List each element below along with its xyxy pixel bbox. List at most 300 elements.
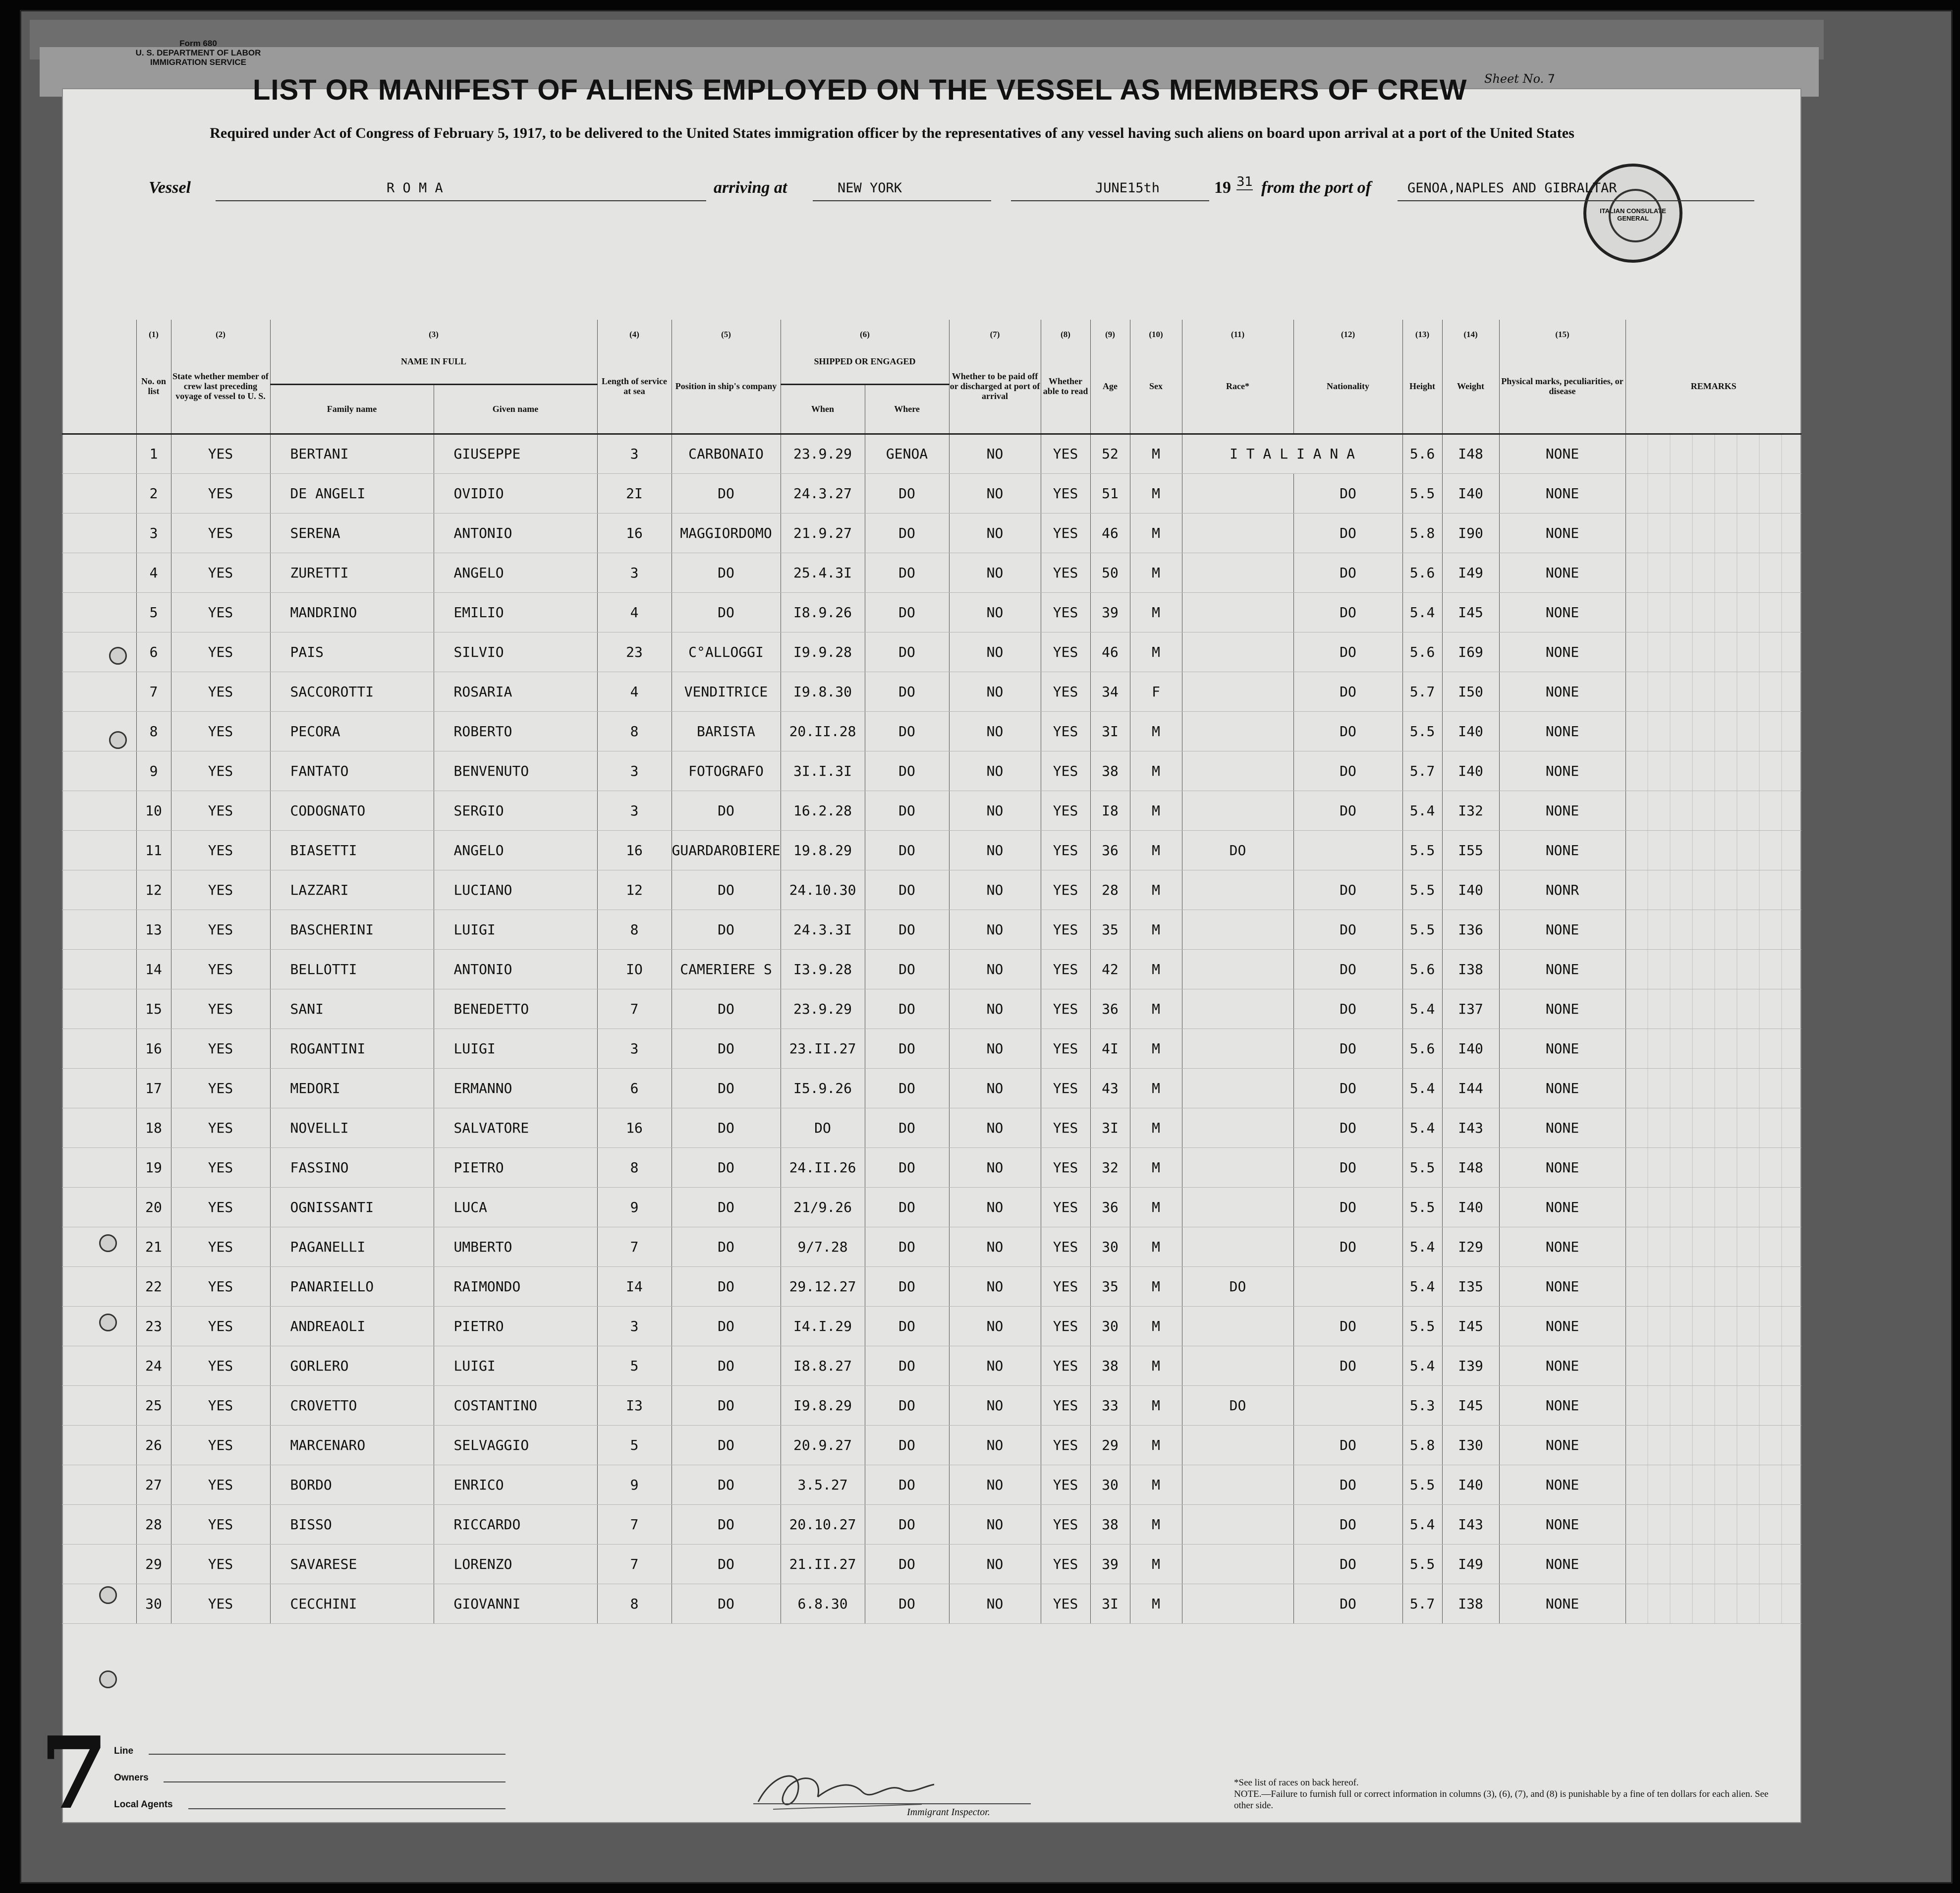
- cell-family: BERTANI: [270, 434, 434, 473]
- cell-race: [1182, 791, 1293, 830]
- cell-no: 5: [136, 592, 171, 632]
- cell-read: YES: [1041, 553, 1090, 592]
- local-agents-label: Local Agents: [114, 1799, 173, 1810]
- cell-when: 6.8.30: [781, 1584, 865, 1623]
- margin-cell: [62, 870, 136, 910]
- table-row: [62, 1544, 1801, 1584]
- margin-cell: [62, 1068, 136, 1108]
- cell-height: 5.4: [1402, 1266, 1442, 1306]
- table-row: [62, 830, 1801, 870]
- cell-where: DO: [865, 711, 949, 751]
- cell-nationality: DO: [1293, 1029, 1402, 1068]
- cell-service: 7: [597, 1227, 672, 1266]
- table-row: [62, 592, 1801, 632]
- cell-prev: YES: [171, 1544, 270, 1584]
- margin-cell: [62, 1544, 136, 1584]
- cell-no: 23: [136, 1306, 171, 1346]
- margin-cell: [62, 1029, 136, 1068]
- cell-prev: YES: [171, 751, 270, 791]
- margin-cell: [62, 791, 136, 830]
- cell-read: YES: [1041, 1346, 1090, 1385]
- cell-nationality: DO: [1293, 592, 1402, 632]
- col-num-12: (12): [1293, 320, 1402, 340]
- cell-family: GORLERO: [270, 1346, 434, 1385]
- cell-family: MARCENARO: [270, 1425, 434, 1465]
- cell-race: [1182, 870, 1293, 910]
- cell-weight: I55: [1442, 830, 1499, 870]
- cell-weight: I38: [1442, 949, 1499, 989]
- remarks-cell: [1625, 830, 1801, 870]
- cell-weight: I43: [1442, 1504, 1499, 1544]
- cell-family: PAGANELLI: [270, 1227, 434, 1266]
- cell-race: DO: [1182, 1266, 1293, 1306]
- cell-given: COSTANTINO: [434, 1385, 597, 1425]
- cell-read: YES: [1041, 1068, 1090, 1108]
- cell-paid: NO: [949, 1187, 1041, 1227]
- inspector-underline: [753, 1794, 1031, 1804]
- cell-marks: NONR: [1499, 870, 1625, 910]
- cell-sex: M: [1130, 791, 1182, 830]
- cell-height: 5.5: [1402, 1544, 1442, 1584]
- cell-position: DO: [672, 791, 781, 830]
- cell-paid: NO: [949, 1584, 1041, 1623]
- cell-family: MEDORI: [270, 1068, 434, 1108]
- col-num-10: (10): [1130, 320, 1182, 340]
- cell-age: 39: [1090, 592, 1130, 632]
- cell-position: DO: [672, 1385, 781, 1425]
- cell-prev: YES: [171, 1227, 270, 1266]
- cell-service: IO: [597, 949, 672, 989]
- cell-nationality: DO: [1293, 1425, 1402, 1465]
- sheet-label: Sheet No.: [1484, 72, 1544, 86]
- margin-cell: [62, 1306, 136, 1346]
- cell-marks: NONE: [1499, 751, 1625, 791]
- remarks-cell: [1625, 473, 1801, 513]
- cell-where: DO: [865, 672, 949, 711]
- sheet-value: 7: [1547, 72, 1556, 86]
- table-row: [62, 1068, 1801, 1108]
- cell-read: YES: [1041, 1266, 1090, 1306]
- header-given-name: Given name: [434, 384, 597, 434]
- cell-marks: NONE: [1499, 473, 1625, 513]
- cell-service: 12: [597, 870, 672, 910]
- remarks-cell: [1625, 1584, 1801, 1623]
- cell-nationality: DO: [1293, 1108, 1402, 1147]
- cell-paid: NO: [949, 751, 1041, 791]
- cell-weight: I49: [1442, 1544, 1499, 1584]
- cell-when: 24.3.3I: [781, 910, 865, 949]
- cell-race: [1182, 513, 1293, 553]
- cell-read: YES: [1041, 949, 1090, 989]
- punch-hole-icon: [99, 1314, 117, 1331]
- cell-service: 3: [597, 1306, 672, 1346]
- cell-race: [1182, 1147, 1293, 1187]
- remarks-cell: [1625, 1346, 1801, 1385]
- remarks-cell: [1625, 592, 1801, 632]
- cell-height: 5.6: [1402, 1029, 1442, 1068]
- margin-cell: [62, 1425, 136, 1465]
- cell-given: RAIMONDO: [434, 1266, 597, 1306]
- cell-height: 5.6: [1402, 949, 1442, 989]
- cell-paid: NO: [949, 1346, 1041, 1385]
- cell-sex: M: [1130, 1227, 1182, 1266]
- cell-service: 7: [597, 1544, 672, 1584]
- cell-no: 4: [136, 553, 171, 592]
- cell-marks: NONE: [1499, 1385, 1625, 1425]
- cell-read: YES: [1041, 1029, 1090, 1068]
- cell-prev: YES: [171, 553, 270, 592]
- cell-nationality: DO: [1293, 751, 1402, 791]
- cell-nationality: DO: [1293, 989, 1402, 1029]
- cell-weight: I35: [1442, 1266, 1499, 1306]
- margin-cell: [62, 830, 136, 870]
- cell-age: 51: [1090, 473, 1130, 513]
- cell-race: [1182, 1504, 1293, 1544]
- cell-given: LUIGI: [434, 1029, 597, 1068]
- cell-age: 34: [1090, 672, 1130, 711]
- table-row: [62, 1385, 1801, 1425]
- cell-position: DO: [672, 870, 781, 910]
- cell-where: DO: [865, 1108, 949, 1147]
- remarks-cell: [1625, 1147, 1801, 1187]
- cell-race: [1182, 1584, 1293, 1623]
- table-row: [62, 711, 1801, 751]
- cell-service: 3: [597, 791, 672, 830]
- cell-no: 25: [136, 1385, 171, 1425]
- margin-cell: [62, 473, 136, 513]
- cell-race: [1182, 1544, 1293, 1584]
- cell-height: 5.4: [1402, 1504, 1442, 1544]
- margin-cell: [62, 949, 136, 989]
- cell-weight: I45: [1442, 1306, 1499, 1346]
- cell-age: 29: [1090, 1425, 1130, 1465]
- col-num-13: (13): [1402, 320, 1442, 340]
- margin-cell: [62, 513, 136, 553]
- cell-where: DO: [865, 989, 949, 1029]
- margin-cell: [62, 553, 136, 592]
- margin-cell: [62, 1147, 136, 1187]
- cell-position: DO: [672, 1108, 781, 1147]
- cell-paid: NO: [949, 553, 1041, 592]
- cell-weight: I69: [1442, 632, 1499, 672]
- cell-when: I5.9.26: [781, 1068, 865, 1108]
- header-family-name: Family name: [270, 384, 434, 434]
- cell-marks: NONE: [1499, 949, 1625, 989]
- cell-family: MANDRINO: [270, 592, 434, 632]
- cell-given: SILVIO: [434, 632, 597, 672]
- cell-where: DO: [865, 1544, 949, 1584]
- cell-no: 13: [136, 910, 171, 949]
- cell-nationality: DO: [1293, 672, 1402, 711]
- cell-sex: M: [1130, 711, 1182, 751]
- cell-height: 5.5: [1402, 830, 1442, 870]
- cell-prev: YES: [171, 1187, 270, 1227]
- table-row: [62, 1108, 1801, 1147]
- cell-prev: YES: [171, 910, 270, 949]
- cell-marks: NONE: [1499, 711, 1625, 751]
- cell-height: 5.4: [1402, 791, 1442, 830]
- cell-when: 29.12.27: [781, 1266, 865, 1306]
- cell-race: [1182, 1029, 1293, 1068]
- cell-no: 30: [136, 1584, 171, 1623]
- cell-prev: YES: [171, 672, 270, 711]
- cell-when: 24.3.27: [781, 473, 865, 513]
- cell-height: 5.7: [1402, 751, 1442, 791]
- cell-family: DE ANGELI: [270, 473, 434, 513]
- footnote: [1234, 1777, 1789, 1811]
- remarks-cell: [1625, 672, 1801, 711]
- margin-cell: [62, 1346, 136, 1385]
- cell-family: SAVARESE: [270, 1544, 434, 1584]
- cell-position: DO: [672, 1425, 781, 1465]
- form-number: Form 680: [179, 39, 217, 48]
- cell-position: DO: [672, 1147, 781, 1187]
- cell-nationality: DO: [1293, 632, 1402, 672]
- cell-height: 5.4: [1402, 1108, 1442, 1147]
- cell-family: OGNISSANTI: [270, 1187, 434, 1227]
- cell-age: 30: [1090, 1465, 1130, 1504]
- cell-service: I3: [597, 1385, 672, 1425]
- cell-weight: I40: [1442, 870, 1499, 910]
- cell-weight: I48: [1442, 1147, 1499, 1187]
- cell-read: YES: [1041, 672, 1090, 711]
- cell-sex: M: [1130, 1385, 1182, 1425]
- cell-read: YES: [1041, 1385, 1090, 1425]
- cell-given: LUCA: [434, 1187, 597, 1227]
- cell-service: 3: [597, 434, 672, 473]
- table-row: [62, 473, 1801, 513]
- cell-weight: I45: [1442, 1385, 1499, 1425]
- remarks-cell: [1625, 1227, 1801, 1266]
- cell-no: 6: [136, 632, 171, 672]
- cell-no: 21: [136, 1227, 171, 1266]
- cell-height: 5.6: [1402, 553, 1442, 592]
- table-row: [62, 1227, 1801, 1266]
- cell-sex: M: [1130, 1584, 1182, 1623]
- cell-race: DO: [1182, 830, 1293, 870]
- cell-position: DO: [672, 989, 781, 1029]
- cell-where: DO: [865, 910, 949, 949]
- cell-prev: YES: [171, 949, 270, 989]
- cell-paid: NO: [949, 791, 1041, 830]
- cell-when: 23.9.29: [781, 434, 865, 473]
- page-subtitle: Required under Act of Congress of February 5, 1917, to be delivered to the United States immigration officer by the representatives of any vessel having such aliens on board upon arrival at a port of the United States: [210, 125, 1574, 141]
- cell-prev: YES: [171, 632, 270, 672]
- cell-family: PAIS: [270, 632, 434, 672]
- cell-family: SERENA: [270, 513, 434, 553]
- cell-marks: NONE: [1499, 1147, 1625, 1187]
- cell-paid: NO: [949, 1147, 1041, 1187]
- cell-prev: YES: [171, 1465, 270, 1504]
- cell-weight: I40: [1442, 1465, 1499, 1504]
- table-row: [62, 751, 1801, 791]
- cell-no: 17: [136, 1068, 171, 1108]
- cell-service: I4: [597, 1266, 672, 1306]
- cell-read: YES: [1041, 870, 1090, 910]
- cell-nationality: DO: [1293, 1465, 1402, 1504]
- cell-read: YES: [1041, 1227, 1090, 1266]
- cell-nationality: [1293, 1385, 1402, 1425]
- cell-when: 24.II.26: [781, 1147, 865, 1187]
- cell-prev: YES: [171, 592, 270, 632]
- cell-position: DO: [672, 1227, 781, 1266]
- cell-read: YES: [1041, 434, 1090, 473]
- cell-family: FANTATO: [270, 751, 434, 791]
- cell-age: 46: [1090, 632, 1130, 672]
- cell-no: 24: [136, 1346, 171, 1385]
- cell-family: BIASETTI: [270, 830, 434, 870]
- remarks-cell: [1625, 1385, 1801, 1425]
- cell-sex: M: [1130, 1187, 1182, 1227]
- cell-position: DO: [672, 553, 781, 592]
- cell-marks: NONE: [1499, 1584, 1625, 1623]
- cell-service: 8: [597, 910, 672, 949]
- cell-no: 11: [136, 830, 171, 870]
- col-num-11: (11): [1182, 320, 1293, 340]
- footnote-races: *See list of races on back hereof.: [1234, 1778, 1359, 1788]
- cell-age: 30: [1090, 1306, 1130, 1346]
- cell-height: 5.8: [1402, 513, 1442, 553]
- header-position: Position in ship's company: [672, 340, 781, 434]
- cell-read: YES: [1041, 1425, 1090, 1465]
- cell-age: 36: [1090, 830, 1130, 870]
- cell-marks: NONE: [1499, 1465, 1625, 1504]
- cell-where: DO: [865, 1266, 949, 1306]
- cell-when: 3.5.27: [781, 1465, 865, 1504]
- cell-paid: NO: [949, 1306, 1041, 1346]
- cell-nationality: DO: [1293, 870, 1402, 910]
- cell-no: 7: [136, 672, 171, 711]
- cell-family: ROGANTINI: [270, 1029, 434, 1068]
- cell-prev: YES: [171, 513, 270, 553]
- margin-cell: [62, 1227, 136, 1266]
- margin-cell: [62, 910, 136, 949]
- cell-nationality: DO: [1293, 711, 1402, 751]
- cell-height: 5.4: [1402, 1346, 1442, 1385]
- cell-sex: M: [1130, 870, 1182, 910]
- header-when: When: [781, 384, 865, 434]
- cell-race: [1182, 1108, 1293, 1147]
- cell-when: 21.9.27: [781, 513, 865, 553]
- cell-where: DO: [865, 1187, 949, 1227]
- cell-read: YES: [1041, 751, 1090, 791]
- cell-marks: NONE: [1499, 672, 1625, 711]
- cell-service: 5: [597, 1346, 672, 1385]
- cell-where: DO: [865, 592, 949, 632]
- cell-paid: NO: [949, 592, 1041, 632]
- cell-height: 5.5: [1402, 910, 1442, 949]
- cell-no: 16: [136, 1029, 171, 1068]
- cell-family: PECORA: [270, 711, 434, 751]
- table-row: [62, 949, 1801, 989]
- cell-nationality: DO: [1293, 1504, 1402, 1544]
- cell-sex: M: [1130, 1465, 1182, 1504]
- cell-service: 4: [597, 592, 672, 632]
- cell-weight: I39: [1442, 1346, 1499, 1385]
- remarks-cell: [1625, 1306, 1801, 1346]
- cell-sex: M: [1130, 1029, 1182, 1068]
- cell-where: DO: [865, 949, 949, 989]
- cell-sex: M: [1130, 1108, 1182, 1147]
- header-member-prev: State whether member of crew last preceding voyage of vessel to U. S.: [171, 340, 270, 434]
- cell-age: 36: [1090, 1187, 1130, 1227]
- cell-given: ANTONIO: [434, 949, 597, 989]
- cell-where: DO: [865, 1227, 949, 1266]
- header-able-read: Whether able to read: [1041, 340, 1090, 434]
- cell-marks: NONE: [1499, 553, 1625, 592]
- cell-marks: NONE: [1499, 513, 1625, 553]
- cell-paid: NO: [949, 1029, 1041, 1068]
- from-port-label: from the port of: [1261, 178, 1371, 197]
- cell-service: 5: [597, 1425, 672, 1465]
- cell-weight: I45: [1442, 592, 1499, 632]
- cell-age: 42: [1090, 949, 1130, 989]
- remarks-cell: [1625, 1544, 1801, 1584]
- cell-service: 16: [597, 1108, 672, 1147]
- cell-where: DO: [865, 791, 949, 830]
- cell-service: 8: [597, 1584, 672, 1623]
- cell-marks: NONE: [1499, 830, 1625, 870]
- cell-no: 27: [136, 1465, 171, 1504]
- table-row: [62, 1306, 1801, 1346]
- cell-read: YES: [1041, 473, 1090, 513]
- cell-family: ANDREAOLI: [270, 1306, 434, 1346]
- cell-given: LUIGI: [434, 1346, 597, 1385]
- cell-where: DO: [865, 1385, 949, 1425]
- cell-sex: M: [1130, 434, 1182, 473]
- cell-when: I9.8.30: [781, 672, 865, 711]
- cell-age: 35: [1090, 1266, 1130, 1306]
- cell-height: 5.5: [1402, 711, 1442, 751]
- cell-nationality: DO: [1293, 1306, 1402, 1346]
- table-row: [62, 553, 1801, 592]
- margin-cell: [62, 1504, 136, 1544]
- cell-paid: NO: [949, 1227, 1041, 1266]
- cell-height: 5.5: [1402, 1187, 1442, 1227]
- cell-height: 5.5: [1402, 473, 1442, 513]
- margin-cell: [62, 1385, 136, 1425]
- cell-race: [1182, 1465, 1293, 1504]
- cell-family: BORDO: [270, 1465, 434, 1504]
- cell-paid: NO: [949, 632, 1041, 672]
- cell-height: 5.8: [1402, 1425, 1442, 1465]
- cell-given: EMILIO: [434, 592, 597, 632]
- cell-marks: NONE: [1499, 592, 1625, 632]
- table-row: [62, 672, 1801, 711]
- cell-age: 3I: [1090, 711, 1130, 751]
- cell-read: YES: [1041, 1108, 1090, 1147]
- vessel-name: R O M A: [387, 180, 443, 196]
- cell-paid: NO: [949, 513, 1041, 553]
- cell-when: 19.8.29: [781, 830, 865, 870]
- cell-paid: NO: [949, 1108, 1041, 1147]
- cell-family: LAZZARI: [270, 870, 434, 910]
- cell-position: FOTOGRAFO: [672, 751, 781, 791]
- cell-given: GIUSEPPE: [434, 434, 597, 473]
- cell-weight: I37: [1442, 989, 1499, 1029]
- cell-service: 16: [597, 830, 672, 870]
- cell-marks: NONE: [1499, 632, 1625, 672]
- cell-no: 1: [136, 434, 171, 473]
- table-row: [62, 910, 1801, 949]
- table-row: [62, 1346, 1801, 1385]
- cell-weight: I44: [1442, 1068, 1499, 1108]
- cell-marks: NONE: [1499, 1108, 1625, 1147]
- cell-given: PIETRO: [434, 1147, 597, 1187]
- cell-read: YES: [1041, 1306, 1090, 1346]
- vessel-label: Vessel: [149, 178, 191, 197]
- cell-marks: NONE: [1499, 1266, 1625, 1306]
